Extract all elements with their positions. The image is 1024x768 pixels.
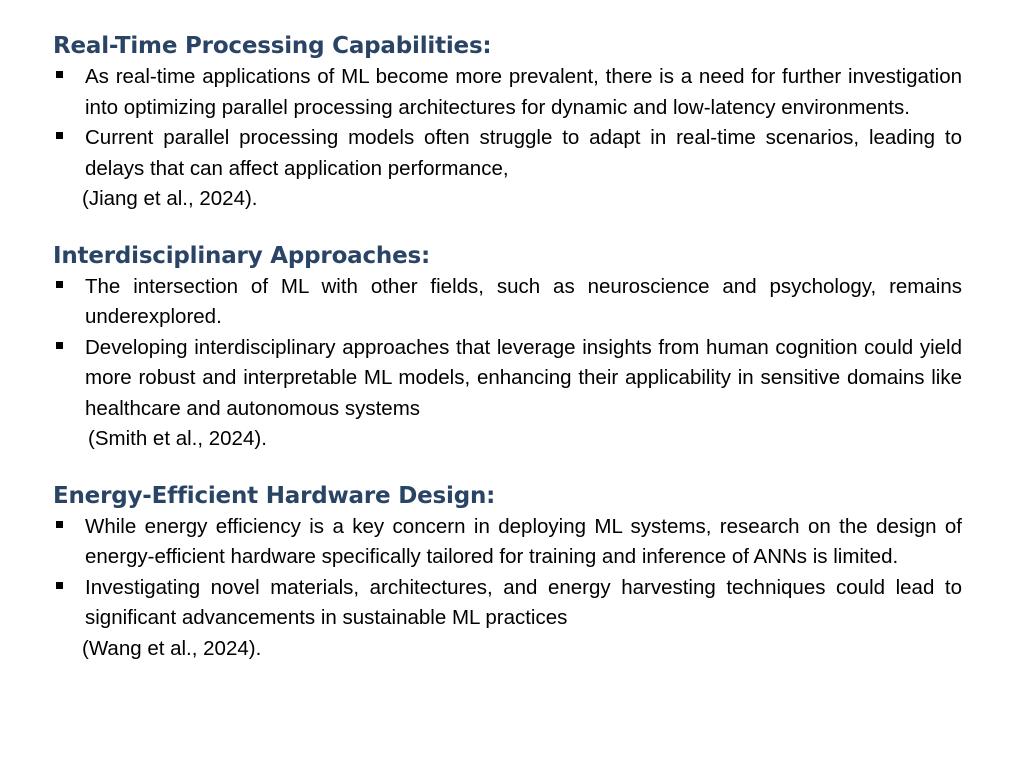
bullet-item bbox=[53, 62, 962, 123]
square-bullet-icon bbox=[56, 582, 63, 589]
citation: (Smith et al., 2024). bbox=[88, 427, 267, 450]
bullet-item bbox=[53, 123, 962, 184]
section-energy-efficient-hardware bbox=[53, 480, 962, 665]
square-bullet-icon bbox=[56, 342, 63, 349]
citation: (Jiang et al., 2024). bbox=[82, 187, 258, 210]
square-bullet-icon bbox=[56, 521, 63, 528]
bullet-text: Developing interdisciplinary approaches that leverage insights from human cognition could yield more robust and interpretable ML models, enhancing their applicability in sensitive domains like healthcare and autonomous systems bbox=[85, 335, 962, 420]
section-interdisciplinary-approaches bbox=[53, 240, 962, 455]
bullet-text: The intersection of ML with other fields, such as neuroscience and psychology, remains underexplored. bbox=[85, 274, 962, 328]
bullet-list bbox=[53, 272, 962, 425]
square-bullet-icon bbox=[56, 132, 63, 139]
section-heading: Energy-Efficient Hardware Design: bbox=[53, 482, 496, 509]
section-heading: Real-Time Processing Capabilities: bbox=[53, 33, 492, 59]
bullet-item bbox=[53, 512, 962, 573]
bullet-item bbox=[53, 272, 962, 333]
bullet-list bbox=[53, 512, 962, 634]
bullet-item bbox=[53, 573, 962, 634]
square-bullet-icon bbox=[56, 281, 63, 288]
bullet-text: As real-time applications of ML become more prevalent, there is a need for further investigation into optimizing parallel processing architectures for dynamic and low-latency environments. bbox=[85, 65, 962, 119]
bullet-text: Current parallel processing models often struggle to adapt in real-time scenarios, leading to delays that can affect application performance, bbox=[85, 126, 962, 180]
bullet-list bbox=[53, 62, 962, 184]
section-heading: Interdisciplinary Approaches: bbox=[53, 242, 430, 269]
section-real-time-processing bbox=[53, 30, 962, 215]
bullet-item bbox=[53, 333, 962, 425]
bullet-text: Investigating novel materials, architectures, and energy harvesting techniques could lead to significant advancements in sustainable ML practices bbox=[85, 575, 962, 629]
bullet-text: While energy efficiency is a key concern in deploying ML systems, research on the design of energy-efficient hardware specifically tailored for training and inference of ANNs is limited. bbox=[85, 514, 962, 568]
square-bullet-icon bbox=[56, 71, 63, 78]
citation: (Wang et al., 2024). bbox=[82, 636, 262, 660]
